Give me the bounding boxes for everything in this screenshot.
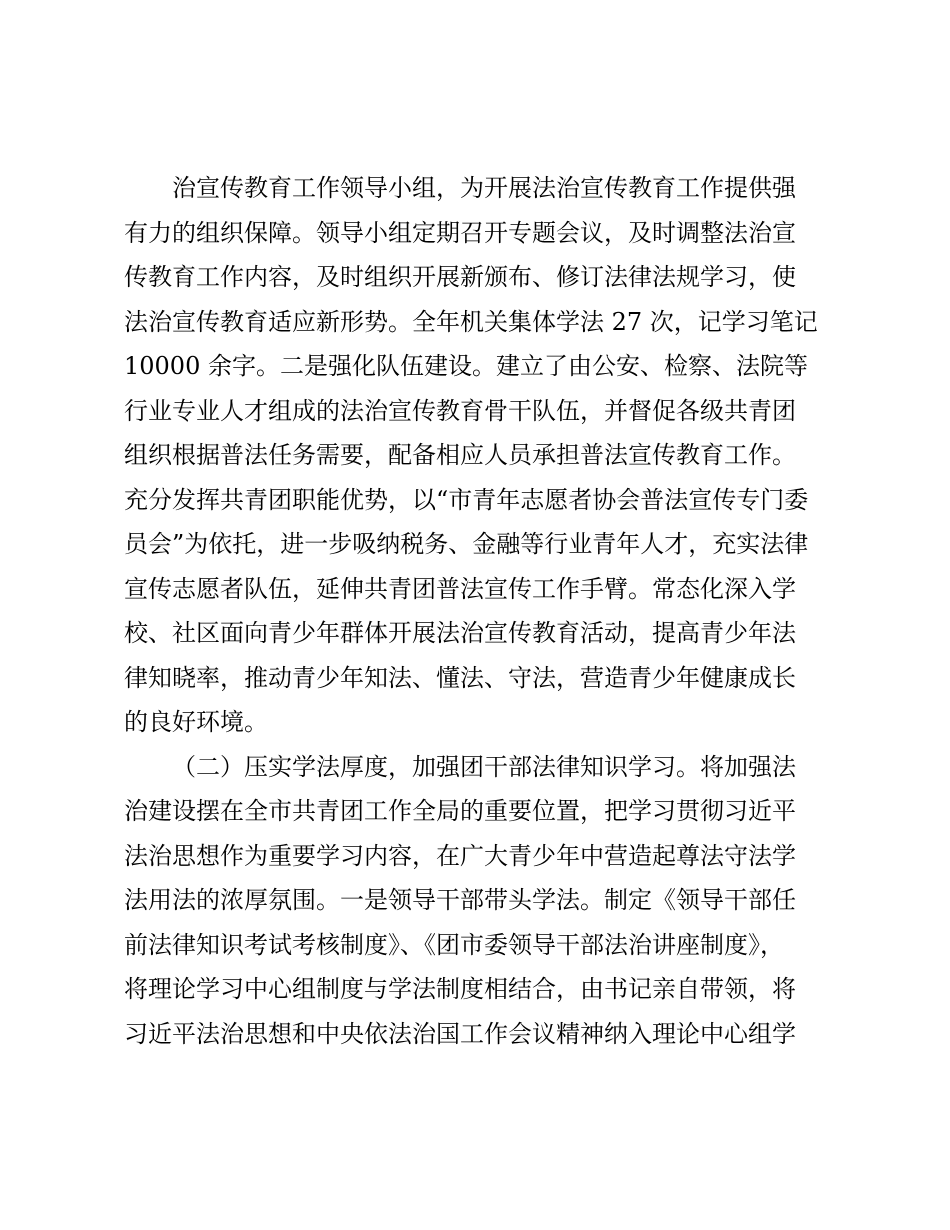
text-line: 的良好环境。	[124, 708, 268, 736]
section-heading-line: （二）压实学法厚度，加强团干部法律知识学习。将加强法	[172, 752, 796, 781]
text-line: 10000 余字。二是强化队伍建设。建立了由公安、检察、法院等	[124, 352, 808, 380]
text-line: 行业专业人才组成的法治宣传教育骨干队伍，并督促各级共青团	[124, 396, 796, 425]
text-line: 习近平法治思想和中央依法治国工作会议精神纳入理论中心组学	[124, 1019, 796, 1048]
text-line: 将理论学习中心组制度与学法制度相结合，由书记亲自带领，将	[124, 975, 796, 1003]
text-line: 律知晓率，推动青少年知法、懂法、守法，营造青少年健康成长	[124, 663, 796, 692]
text-line: 治宣传教育工作领导小组，为开展法治宣传教育工作提供强	[172, 174, 796, 202]
text-line: 充分发挥共青团职能优势，以“市青年志愿者协会普法宣传专门委	[124, 485, 809, 514]
text-line: 组织根据普法任务需要，配备相应人员承担普法宣传教育工作。	[124, 441, 796, 469]
text-line: 宣传志愿者队伍，延伸共青团普法宣传工作手臂。常态化深入学	[124, 574, 796, 603]
text-line: 校、社区面向青少年群体开展法治宣传教育活动，提高青少年法	[124, 619, 796, 647]
text-line: 员会”为依托，进一步吸纳税务、金融等行业青年人才，充实法律	[124, 530, 809, 558]
text-line: 法治宣传教育适应新形势。全年机关集体学法 27 次，记学习笔记	[124, 307, 818, 336]
text-line: 法治思想作为重要学习内容，在广大青少年中营造起尊法守法学	[124, 841, 796, 870]
text-line: 前法律知识考试考核制度》、《团市委领导干部法治讲座制度》，	[124, 930, 784, 959]
text-line: 法用法的浓厚氛围。一是领导干部带头学法。制定《领导干部任	[124, 886, 796, 914]
document-body	[124, 166, 844, 1056]
text-line: 治建设摆在全市共青团工作全局的重要位置，把学习贯彻习近平	[124, 797, 796, 825]
text-line: 有力的组织保障。领导小组定期召开专题会议，及时调整法治宣	[124, 218, 796, 247]
text-line: 传教育工作内容，及时组织开展新颁布、修订法律法规学习，使	[124, 263, 796, 291]
